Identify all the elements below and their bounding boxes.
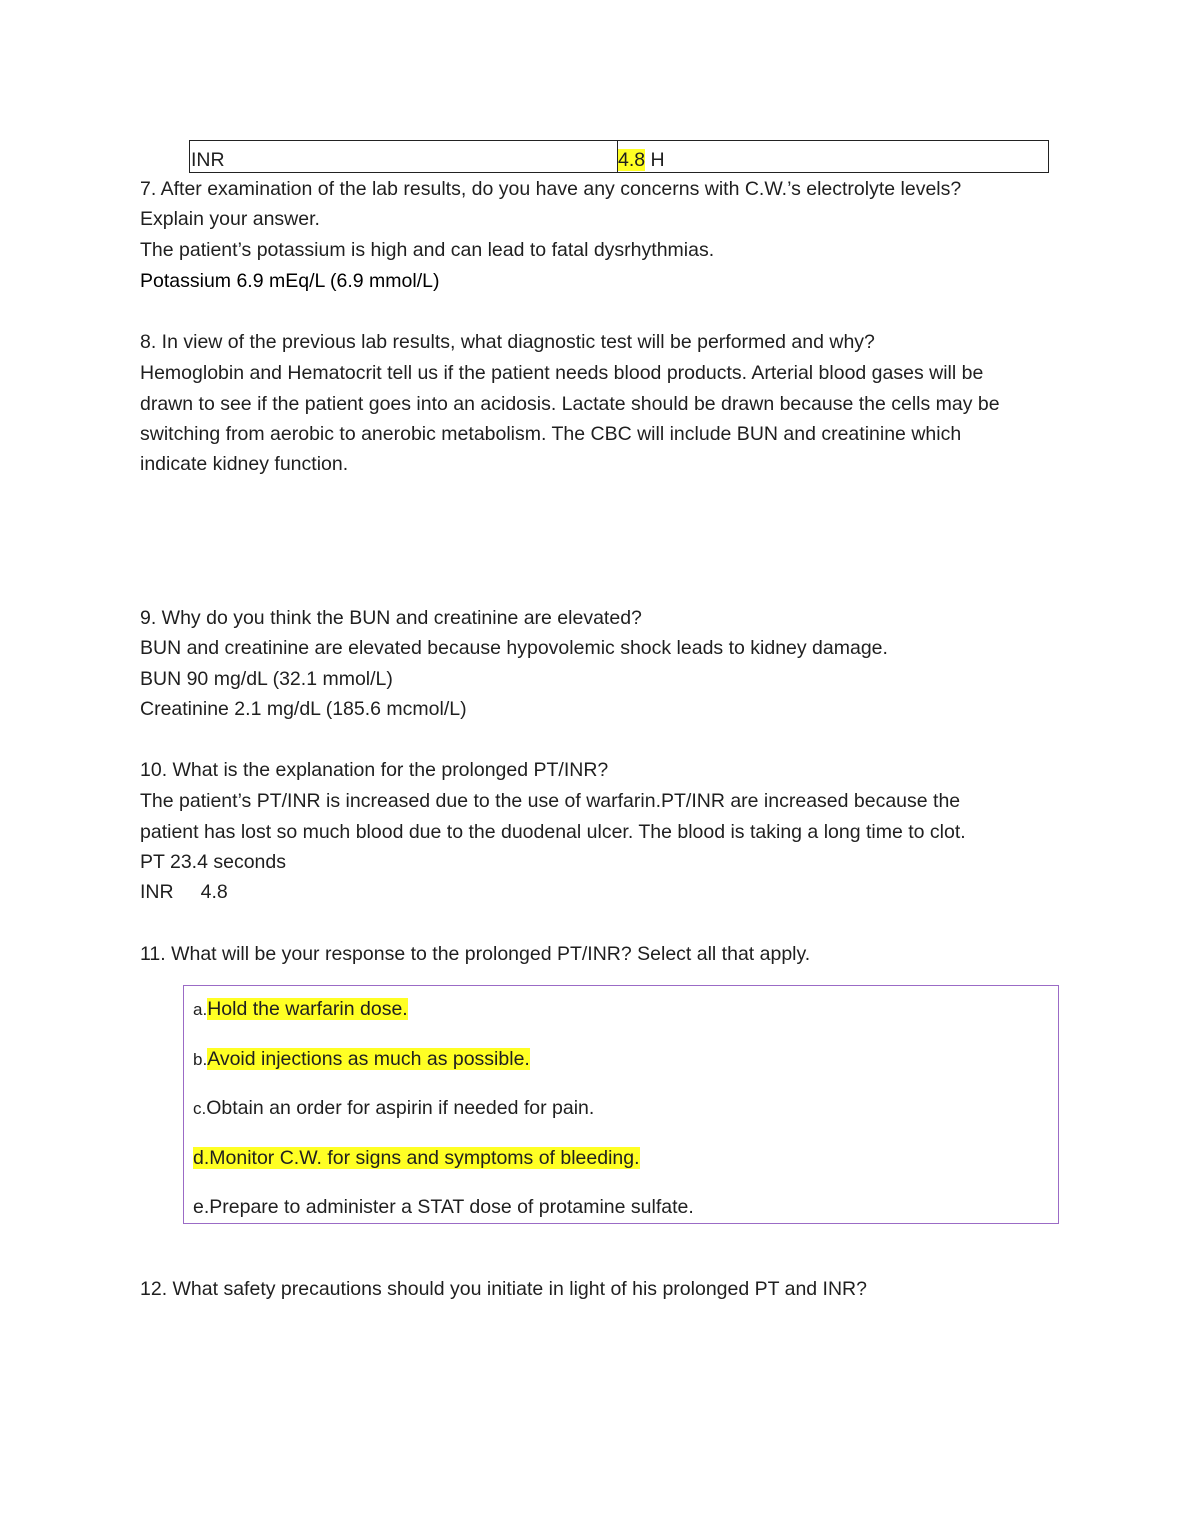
q11-question: 11. What will be your response to the prolonged PT/INR? Select all that apply. (140, 943, 811, 965)
q9-answer-line: Creatinine 2.1 mg/dL (185.6 mcmol/L) (140, 698, 467, 720)
q10-answer-line: PT 23.4 seconds (140, 851, 286, 873)
q11-option-d (193, 1145, 640, 1171)
q11-option-e (193, 1194, 694, 1220)
q9-question: 9. Why do you think the BUN and creatinine are elevated? (140, 607, 642, 629)
q10-answer-line: The patient’s PT/INR is increased due to the use of warfarin.PT/INR are increased because the (140, 790, 961, 812)
q7-question-line2: Explain your answer. (140, 208, 320, 230)
q8-question: 8. In view of the previous lab results, what diagnostic test will be performed and why? (140, 331, 875, 353)
option-text: Prepare to administer a STAT dose of protamine sulfate. (209, 1196, 694, 1218)
option-letter: a. (193, 1000, 208, 1019)
q9-answer-line: BUN 90 mg/dL (32.1 mmol/L) (140, 668, 393, 690)
option-text-highlighted: Hold the warfarin dose. (207, 998, 408, 1020)
q8-answer-line: drawn to see if the patient goes into an acidosis. Lactate should be drawn because the cells may be (140, 393, 1000, 415)
inr-value-cell (618, 141, 1048, 172)
inr-value-highlighted: 4.8 (618, 149, 646, 171)
q10-answer-line: INR 4.8 (140, 881, 228, 903)
inr-label: INR (191, 149, 225, 171)
option-text: Obtain an order for aspirin if needed for pain. (206, 1097, 595, 1119)
q10-question: 10. What is the explanation for the prolonged PT/INR? (140, 759, 609, 781)
option-text-highlighted: Monitor C.W. for signs and symptoms of bleeding. (209, 1147, 640, 1169)
q9-answer-line: BUN and creatinine are elevated because hypovolemic shock leads to kidney damage. (140, 637, 888, 659)
q8-answer-line: Hemoglobin and Hematocrit tell us if the patient needs blood products. Arterial blood gases will be (140, 362, 984, 384)
option-letter: b. (193, 1050, 208, 1069)
q7-answer-line1: The patient’s potassium is high and can lead to fatal dysrhythmias. (140, 239, 715, 261)
q11-option-b (193, 1046, 530, 1073)
q7-question-line1: 7. After examination of the lab results, do you have any concerns with C.W.’s electrolyte levels? (140, 178, 962, 200)
option-letter: d. (193, 1147, 210, 1169)
inr-label-cell (190, 141, 618, 172)
option-letter: e. (193, 1196, 210, 1218)
q11-options-box (183, 985, 1059, 1224)
q12-question: 12. What safety precautions should you initiate in light of his prolonged PT and INR? (140, 1278, 867, 1300)
q8-answer-line: indicate kidney function. (140, 453, 349, 475)
q11-option-c (193, 1095, 594, 1122)
option-text-highlighted: Avoid injections as much as possible. (207, 1048, 530, 1070)
inr-flag: H (645, 149, 665, 171)
q8-answer-line: switching from aerobic to anerobic metabolism. The CBC will include BUN and creatinine which (140, 423, 962, 445)
inr-lab-table (189, 140, 1049, 173)
q7-answer-line2: Potassium 6.9 mEq/L (6.9 mmol/L) (140, 270, 440, 292)
q10-answer-line: patient has lost so much blood due to the duodenal ulcer. The blood is taking a long time to clot. (140, 821, 966, 843)
q11-option-a (193, 996, 408, 1023)
option-letter: c. (193, 1099, 207, 1118)
